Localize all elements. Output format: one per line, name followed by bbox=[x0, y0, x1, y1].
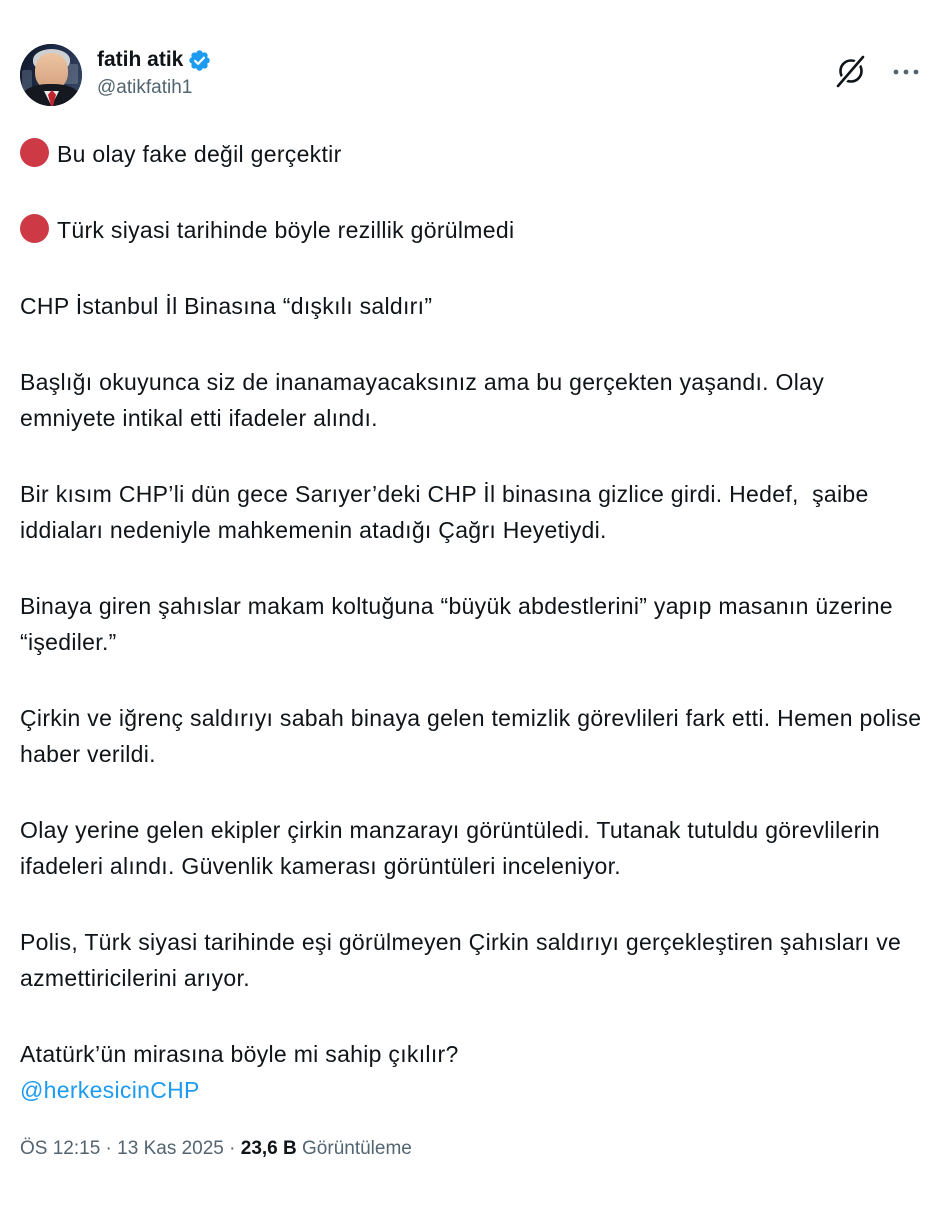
author-handle[interactable]: @atikfatih1 bbox=[97, 77, 193, 98]
grok-button[interactable] bbox=[833, 52, 870, 92]
tweet-paragraph bbox=[20, 812, 922, 884]
tweet-paragraph bbox=[20, 364, 922, 436]
paragraph-text: Türk siyasi tarihinde böyle rezillik görülmedi bbox=[57, 217, 515, 243]
more-button[interactable] bbox=[890, 65, 922, 79]
paragraph-text: Çirkin ve iğrenç saldırıyı sabah binaya gelen temizlik görevlileri fark etti. Hemen polise haber verildi. bbox=[20, 705, 929, 767]
paragraph-text: Bir kısım CHP’li dün gece Sarıyer’deki CHP İl binasına gizlice girdi. Hedef, şaibe iddiaları nedeniyle mahkemenin atadığı Çağrı Heyetiydi. bbox=[20, 481, 876, 543]
tweet-paragraph bbox=[20, 588, 922, 660]
tweet-paragraph bbox=[20, 924, 922, 996]
tweet-paragraph bbox=[20, 288, 922, 324]
red-circle-emoji bbox=[20, 214, 49, 243]
avatar[interactable] bbox=[20, 44, 82, 106]
tweet-paragraph bbox=[20, 476, 922, 548]
tweet-footer bbox=[20, 1136, 922, 1161]
mention-link[interactable]: @herkesicinCHP bbox=[20, 1077, 200, 1103]
author-name-row bbox=[97, 47, 211, 73]
paragraph-text: Bu olay fake değil gerçektir bbox=[57, 141, 342, 167]
views-label: Görüntüleme bbox=[296, 1138, 412, 1159]
grok-icon bbox=[835, 54, 868, 90]
timestamp: ÖS 12:15 · 13 Kas 2025 bbox=[20, 1138, 224, 1159]
paragraph-text: CHP İstanbul İl Binasına “dışkılı saldırı” bbox=[20, 293, 433, 319]
tweet-header bbox=[20, 44, 922, 106]
paragraph-text: Polis, Türk siyasi tarihinde eşi görülmeyen Çirkin saldırıyı gerçekleştiren şahısları ve azmettiricilerini arıyor. bbox=[20, 929, 908, 991]
verified-badge-icon bbox=[188, 49, 211, 72]
tweet-paragraph bbox=[20, 212, 922, 248]
views-count: 23,6 B bbox=[240, 1138, 297, 1159]
paragraph-text: Başlığı okuyunca siz de inanamayacaksınız ama bu gerçekten yaşandı. Olay emniyete intikal etti ifadeler alındı. bbox=[20, 369, 831, 431]
tweet-paragraph bbox=[20, 700, 929, 772]
tweet-paragraph bbox=[20, 136, 922, 172]
tweet-text bbox=[20, 136, 929, 1108]
paragraph-text: Atatürk’ün mirasına böyle mi sahip çıkılır? bbox=[20, 1041, 459, 1067]
paragraph-text: Binaya giren şahıslar makam koltuğuna “büyük abdestlerini” yapıp masanın üzerine “işediler.” bbox=[20, 593, 900, 655]
red-circle-emoji bbox=[20, 138, 49, 167]
author-display-name[interactable]: fatih atik bbox=[97, 48, 184, 71]
paragraph-text: Olay yerine gelen ekipler çirkin manzarayı görüntüledi. Tutanak tutuldu görevlilerin ifadeleri alındı. Güvenlik kamerası görüntüleri inceleniyor. bbox=[20, 817, 887, 879]
footer-separator: · bbox=[223, 1138, 241, 1159]
header-actions bbox=[833, 44, 922, 92]
author-identity bbox=[97, 44, 211, 100]
more-icon bbox=[892, 67, 920, 77]
tweet-paragraph bbox=[20, 1036, 922, 1108]
